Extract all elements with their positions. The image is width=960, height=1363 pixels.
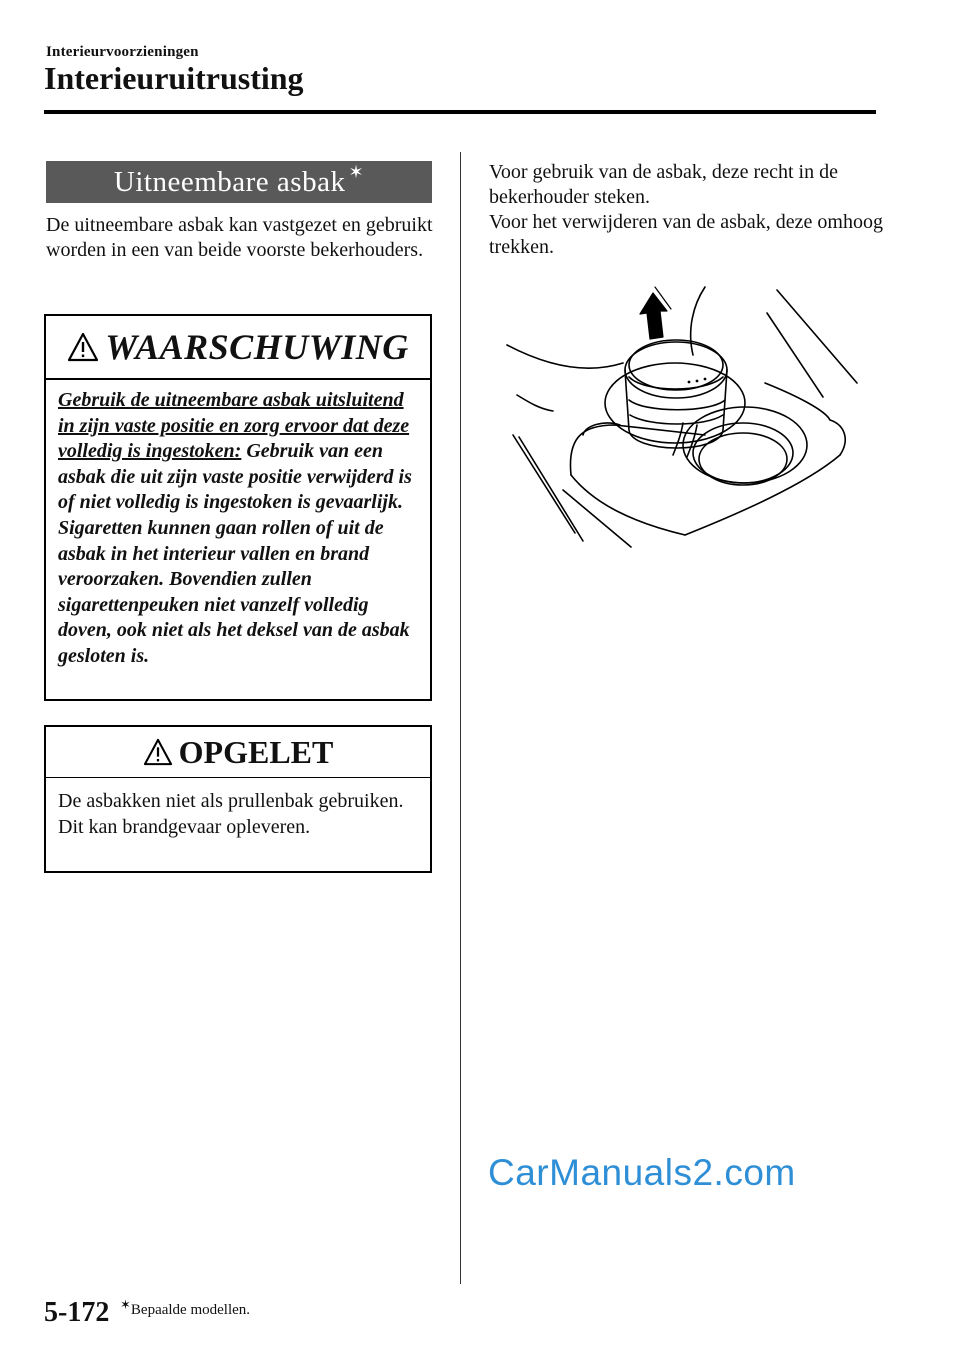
caution-box [44,725,432,873]
footnote-marker: ✶ [120,1297,131,1312]
warning-box [44,314,432,701]
instruction-insert: Voor gebruik van de asbak, deze recht in de bekerhouder steken. [489,161,838,208]
optional-equipment-marker: ✶ [348,161,365,182]
warning-triangle-icon [67,332,99,362]
topic-title-bar [46,161,432,203]
page-number: 5-172 [44,1297,110,1328]
warning-triangle-icon [143,738,173,766]
instructions [489,160,889,260]
warning-heading: WAARSCHUWING [105,327,409,367]
caution-header [46,727,430,778]
footnote-text: Bepaalde modellen. [130,1302,251,1318]
caution-heading: OPGELET [178,733,334,770]
warning-underlined-text: Gebruik de uitneembare asbak uitsluitend in zijn vaste positie en zorg ervoor dat deze volledig is ingestoken: [58,389,410,463]
warning-text: Gebruik van een asbak die uit zijn vaste positie verwijderd is of niet volledig is ingestoken is gevaarlijk. Sigaretten kunnen gaan rollen of uit de asbak in het interieur vallen en brand veroorzaken. Bovendien zullen sigarettenpeuken niet vanzelf volledig doven, ook niet als het deksel van de asbak gesloten is. [58,440,412,667]
watermark: CarManuals2.com [488,1152,796,1193]
caution-text: De asbakken niet als prullenbak gebruiken. Dit kan brandgevaar opleveren. [58,790,404,838]
instruction-remove: Voor het verwijderen van de asbak, deze omhoog trekken. [489,211,883,258]
warning-header [46,316,430,380]
footnote [120,1297,251,1319]
section-label: Interieurvoorzieningen [46,44,199,60]
ashtray-in-cupholder-illustration [505,285,865,550]
warning-body [46,380,430,670]
header-rule [44,110,876,114]
intro-paragraph: De uitneembare asbak kan vastgezet en gebruikt worden in een van beide voorste bekerhouders. [46,214,433,261]
topic-title: Uitneembare asbak [113,165,346,198]
column-divider [460,152,461,1284]
page-section-title: Interieuruitrusting [44,60,304,96]
